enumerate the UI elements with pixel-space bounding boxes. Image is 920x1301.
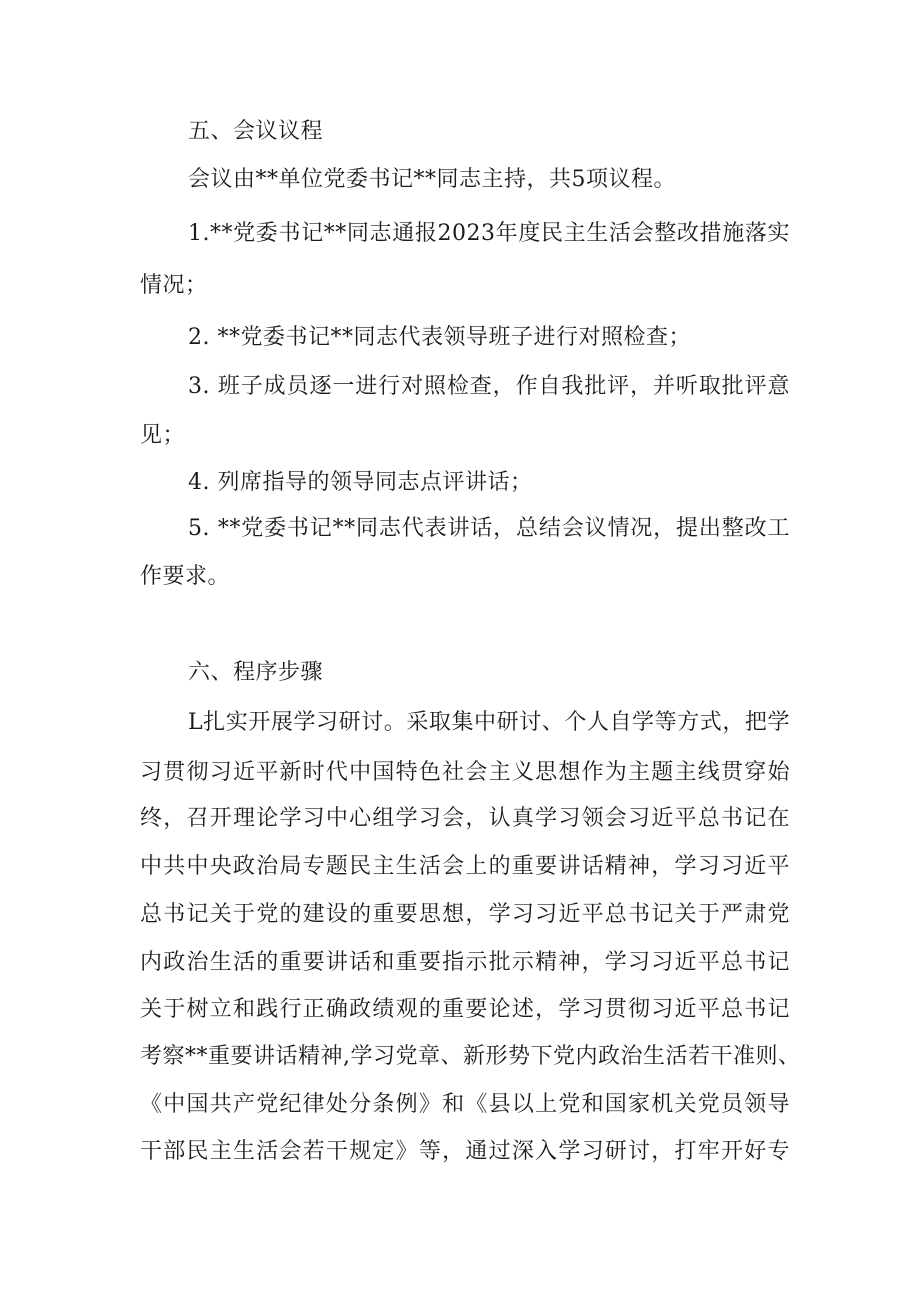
agenda-item-1-line-2: 情况；: [140, 273, 208, 298]
procedure-paragraph-line-4: 中共中央政治局专题民主生活会上的重要讲话精神，学习习近平: [140, 854, 790, 879]
procedure-paragraph-line-10: 干部民主生活会若干规定》等，通过深入学习研讨，打牢开好专: [140, 1139, 790, 1164]
agenda-item-1-line-1: 1.**党委书记**同志通报2023年度民主生活会整改措施落实: [188, 221, 790, 246]
procedure-paragraph-line-9: 《中国共产党纪律处分条例》和《县以上党和国家机关党员领导: [140, 1092, 790, 1117]
agenda-item-5-line-2: 作要求。: [140, 564, 231, 589]
agenda-item-2: 2. **党委书记**同志代表领导班子进行对照检查；: [188, 325, 691, 350]
agenda-item-3-line-2: 见；: [140, 423, 186, 448]
agenda-intro: 会议由**单位党委书记**同志主持，共5项议程。: [188, 167, 676, 192]
procedure-paragraph-line-6: 内政治生活的重要讲话和重要指示批示精神，学习习近平总书记: [140, 950, 790, 975]
procedure-paragraph-line-1: L扎实开展学习研讨。采取集中研讨、个人自学等方式，把学: [188, 710, 790, 735]
section-heading-agenda: 五、会议议程: [188, 119, 324, 144]
procedure-paragraph-line-8: 考察**重要讲话精神,学习党章、新形势下党内政治生活若干准则、: [140, 1044, 801, 1069]
agenda-item-4: 4. 列席指导的领导同志点评讲话；: [188, 470, 533, 495]
procedure-paragraph-line-7: 关于树立和践行正确政绩观的重要论述，学习贯彻习近平总书记: [140, 997, 790, 1022]
agenda-item-3-line-1: 3. 班子成员逐一进行对照检查，作自我批评，并听取批评意: [188, 374, 790, 399]
procedure-paragraph-line-3: 终，召开理论学习中心组学习会，认真学习领会习近平总书记在: [140, 806, 790, 831]
section-heading-procedure: 六、程序步骤: [188, 660, 324, 685]
procedure-paragraph-line-5: 总书记关于党的建设的重要思想，学习习近平总书记关于严肃党: [140, 902, 790, 927]
procedure-paragraph-line-2: 习贯彻习近平新时代中国特色社会主义思想作为主题主线贯穿始: [140, 760, 790, 785]
agenda-item-5-line-1: 5. **党委书记**同志代表讲话，总结会议情况，提出整改工: [188, 516, 790, 541]
